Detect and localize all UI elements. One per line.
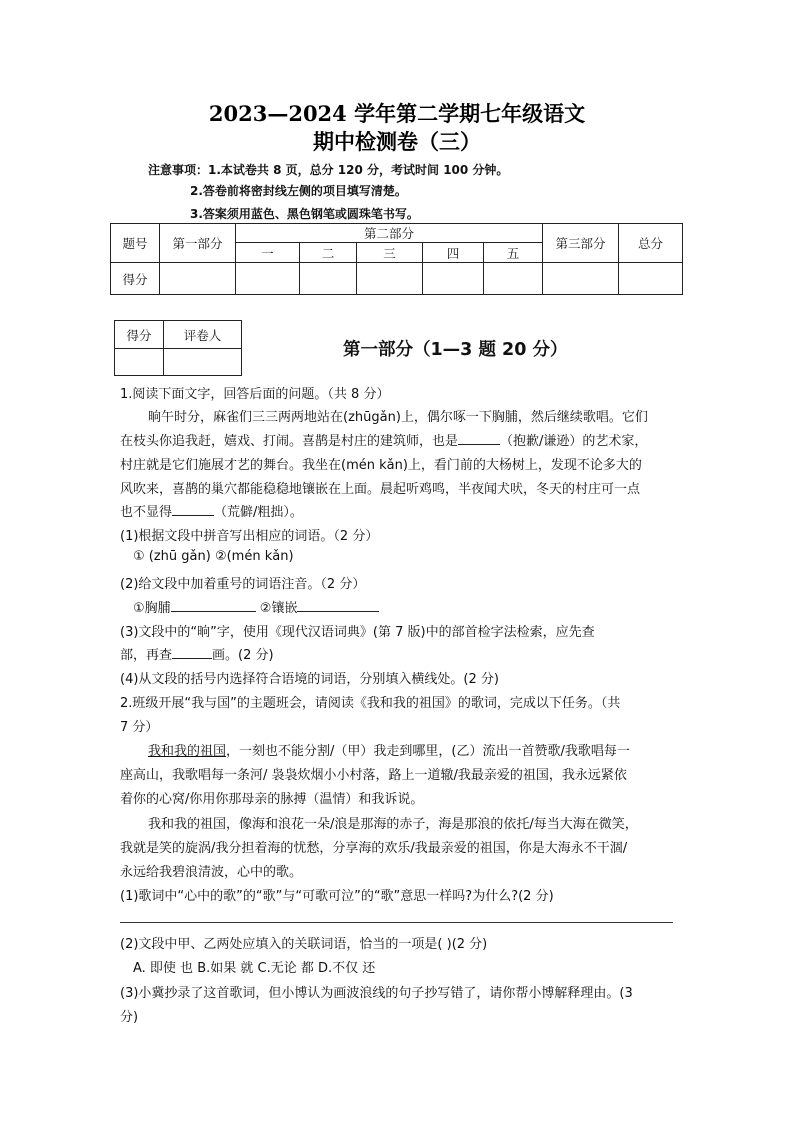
q1-sub3-blank[interactable] (172, 646, 212, 659)
q1-sub2-item-b: ②镶嵌 (259, 601, 298, 616)
header-part3: 第三部分 (543, 224, 619, 263)
q1-passage-line-4: 风吹来，喜鹊的巢穴都能稳稳地镶嵌在上面。晨起听鸡鸣，半夜闻犬吠，冬天的村庄可一点 (120, 482, 641, 497)
grader-table (114, 320, 242, 376)
q1-sub2-blank-a[interactable] (171, 599, 256, 612)
header-part2: 第二部分 (236, 224, 543, 243)
q2-lyric-underlined: 我和我的祖国 (148, 744, 227, 759)
row-score-label: 得分 (111, 263, 160, 295)
score-cell-1[interactable] (236, 263, 300, 295)
notice-line-2: 2.答卷前将密封线左侧的项目填写清楚。 (190, 184, 407, 198)
q2-stem-line-2: 7 分） (120, 720, 159, 735)
q2-sub1: (1)歌词中“心中的歌”的“歌”与“可歌可泣”的“歌”意思一样吗?为什么?(2 分) (120, 889, 554, 904)
exam-title-line2: 期中检测卷（三） (313, 129, 481, 154)
subheader-1: 一 (236, 243, 300, 263)
grader-name-label: 评卷人 (164, 321, 242, 349)
q1-blank-2[interactable] (172, 503, 214, 516)
q1-p5-text-b: （荒僻/粗拙）。 (214, 505, 303, 520)
score-cell-3[interactable] (357, 263, 423, 295)
q2-lyric-line-2: 座高山，我歌唱每一条河/ 袅袅炊烟小小村落，路上一道辙/我最亲爱的祖国，我永远紧依 (120, 768, 627, 783)
q2-lyric-line-3: 着你的心窝/你用你那母亲的脉搏（温情）和我诉说。 (120, 792, 424, 807)
q1-sub4: (4)从文段的括号内选择符合语境的词语，分别填入横线处。(2 分) (120, 672, 499, 687)
grader-score-label: 得分 (115, 321, 164, 349)
q1-blank-1[interactable] (458, 432, 500, 445)
q1-p2-text-b: （抱歉/谦逊）的艺术家， (500, 434, 648, 449)
score-table (110, 223, 683, 295)
q1-p5-text-a: 也不显得 (120, 505, 173, 520)
q1-passage-line-5 (120, 501, 303, 520)
score-cell-part1[interactable] (160, 263, 236, 295)
q2-lyric-line-1-rest: ，一刻也不能分割/（甲）我走到哪里，(乙）流出一首赞歌/我歌唱每一 (226, 744, 630, 759)
q1-sub3-text-b: 画。(2 分) (212, 648, 274, 663)
notice-line-3: 3.答案须用蓝色、黑色钢笔或圆珠笔书写。 (190, 207, 419, 221)
score-cell-5[interactable] (484, 263, 543, 295)
subheader-3: 三 (357, 243, 423, 263)
grader-name-cell[interactable] (164, 349, 242, 376)
notice-line-1: 注意事项：1.本试卷共 8 页，总分 120 分，考试时间 100 分钟。 (148, 163, 509, 177)
exam-title-line1: 2023—2024 学年第二学期七年级语文 (208, 101, 586, 126)
q2-lyric-line-1 (148, 740, 630, 759)
q1-passage-line-1: 晌午时分，麻雀们三三两两地站在(zhūgǎn)上，偶尔啄一下胸脯，然后继续歌唱。它们 (148, 410, 648, 425)
q1-passage-line-3: 村庄就是它们施展才艺的舞台。我坐在(mén kǎn)上，看门前的大杨树上，发现不论多大的 (120, 458, 642, 473)
q1-sub1-items: ① (zhū gǎn) ②(mén kǎn) (133, 549, 294, 564)
subheader-5: 五 (484, 243, 543, 263)
q1-sub2-blank-b[interactable] (297, 599, 379, 612)
subheader-4: 四 (423, 243, 484, 263)
score-cell-4[interactable] (423, 263, 484, 295)
header-part1: 第一部分 (160, 224, 236, 263)
q1-sub1: (1)根据文段中拼音写出相应的词语。（2 分） (120, 529, 379, 544)
q2-lyric-line-4: 我和我的祖国，像海和浪花一朵/浪是那海的赤子，海是那浪的依托/每当大海在微笑， (148, 817, 638, 832)
subheader-2: 二 (300, 243, 357, 263)
q1-sub2-item-a: ①胸脯 (133, 601, 171, 616)
q1-sub3-text-a: 部，再查 (120, 648, 173, 663)
header-total: 总分 (619, 224, 683, 263)
q1-sub2: (2)给文段中加着重号的词语注音。（2 分） (120, 577, 366, 592)
score-cell-part3[interactable] (543, 263, 619, 295)
q2-stem-line-1: 2.班级开展“我与国”的主题班会，请阅读《我和我的祖国》的歌词，完成以下任务。（共 (120, 696, 621, 711)
q1-sub3-line-2 (120, 644, 274, 663)
grader-score-cell[interactable] (115, 349, 164, 376)
q1-passage-line-2 (120, 430, 647, 449)
q2-sub1-answer-line[interactable] (120, 922, 673, 923)
header-qnum: 题号 (111, 224, 160, 263)
q1-sub3-line-1: (3)文段中的“晌”字，使用《现代汉语词典》(第 7 版)中的部首检字法检索，应先查 (120, 625, 595, 640)
q2-sub3-line-2: 分) (120, 1010, 139, 1025)
q2-lyric-line-6: 永远给我碧浪清波，心中的歌。 (120, 865, 303, 880)
part1-heading: 第一部分（1—3 题 20 分） (343, 340, 568, 360)
score-cell-total[interactable] (619, 263, 683, 295)
q2-sub2-options: A. 即使 也 B.如果 就 C.无论 都 D.不仅 还 (133, 961, 376, 976)
score-cell-2[interactable] (300, 263, 357, 295)
q2-sub2: (2)文段中甲、乙两处应填入的关联词语，恰当的一项是( )(2 分) (120, 937, 488, 952)
q1-p2-text-a: 在枝头你追我赶，嬉戏、打闹。喜鹊是村庄的建筑师，也是 (120, 434, 459, 449)
q1-stem: 1.阅读下面文字，回答后面的问题。（共 8 分） (120, 387, 390, 402)
q2-sub3-line-1: (3)小冀抄录了这首歌词，但小博认为画波浪线的句子抄写错了，请你帮小博解释理由。(3 (120, 986, 633, 1001)
q1-sub2-items (133, 597, 379, 616)
q2-lyric-line-5: 我就是笑的旋涡/我分担着海的忧愁，分享海的欢乐/我最亲爱的祖国，你是大海永不干涸/ (120, 841, 628, 856)
